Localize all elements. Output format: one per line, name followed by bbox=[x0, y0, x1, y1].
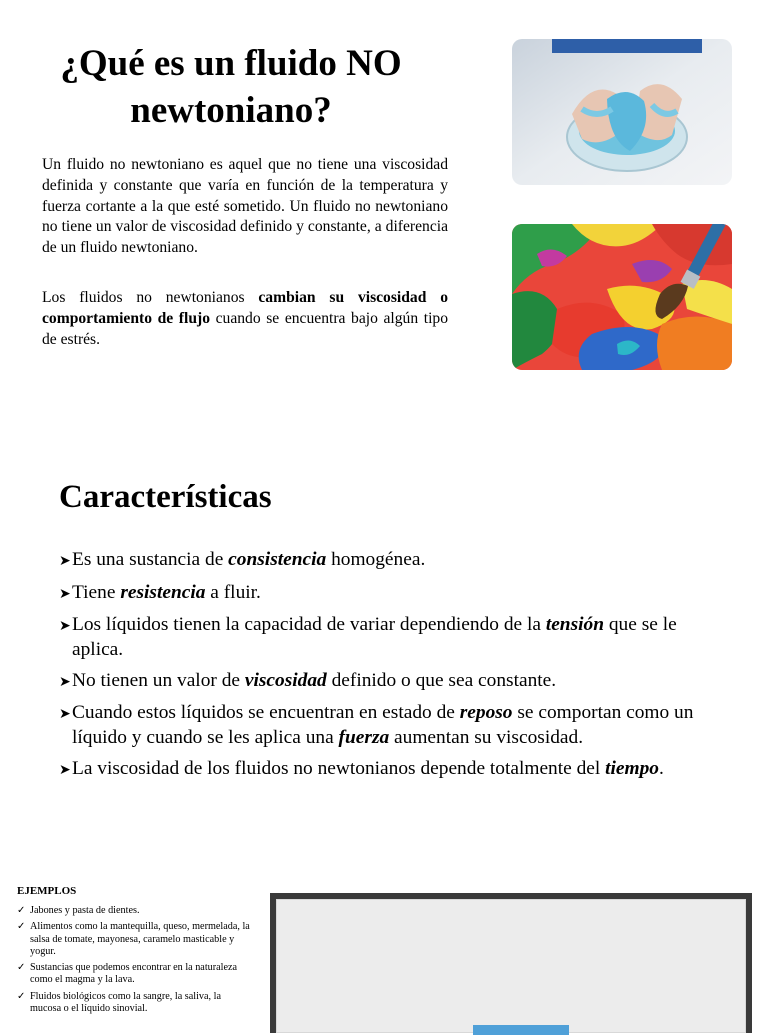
item-text: No tienen un valor de bbox=[72, 669, 245, 691]
item-emphasis: reposo bbox=[459, 702, 513, 723]
slime-hands-illustration bbox=[512, 39, 732, 185]
examples-title: EJEMPLOS bbox=[17, 885, 77, 897]
list-item bbox=[59, 613, 709, 661]
list-item bbox=[17, 905, 253, 917]
item-text: La viscosidad de los fluidos no newtonianos depende totalmente del bbox=[72, 757, 606, 779]
item-text: Es una sustancia de bbox=[72, 549, 229, 570]
item-text: aumentan su viscosidad. bbox=[389, 727, 584, 748]
item-text: se comportan como un líquido y cuando se les aplica una bbox=[72, 702, 694, 748]
list-item bbox=[17, 921, 253, 958]
item-emphasis: resistencia bbox=[120, 581, 206, 603]
list-item bbox=[17, 962, 253, 987]
item-emphasis: fuerza bbox=[338, 727, 390, 748]
paint-brush-photo bbox=[512, 224, 732, 370]
list-item bbox=[59, 581, 709, 606]
item-text: Cuando estos líquidos se encuentran en estado de bbox=[72, 702, 460, 723]
paragraph-text: Los fluidos no newtonianos bbox=[42, 289, 259, 306]
viscosity-paragraph bbox=[42, 288, 448, 350]
item-emphasis: viscosidad bbox=[244, 669, 327, 691]
examples-list bbox=[17, 905, 253, 1019]
arrow-bullet-icon: ➤ bbox=[59, 554, 71, 569]
item-text: a fluir. bbox=[205, 581, 261, 603]
check-icon: ✓ bbox=[17, 905, 26, 916]
item-emphasis: tiempo bbox=[605, 757, 659, 779]
embedded-image-frame bbox=[270, 893, 752, 1033]
item-text: definido o que sea constante. bbox=[326, 669, 557, 691]
arrow-bullet-icon: ➤ bbox=[59, 674, 71, 690]
arrow-bullet-icon: ➤ bbox=[59, 619, 71, 634]
arrow-bullet-icon: ➤ bbox=[59, 762, 71, 778]
list-item bbox=[59, 757, 709, 782]
embedded-image-placeholder bbox=[276, 899, 746, 1033]
item-text: que se le aplica. bbox=[72, 614, 677, 660]
list-item bbox=[17, 991, 253, 1016]
item-text: Los líquidos tienen la capacidad de variar dependiendo de la bbox=[72, 614, 546, 635]
definition-paragraph: Un fluido no newtoniano es aquel que no tiene una viscosidad definida y constante que varía en función de la temperatura y fuerza cortante a la que esté sometido. Un fluido no newtoniano no tiene un valor de viscosidad definido y constante, a diferencia de un fluido newtoniano. bbox=[42, 156, 448, 257]
page-title: ¿Qué es un fluido NO newtoniano? bbox=[60, 43, 402, 131]
section-title: Características bbox=[59, 479, 272, 515]
check-icon: ✓ bbox=[17, 990, 26, 1002]
list-item bbox=[59, 701, 709, 749]
item-text: homogénea. bbox=[326, 549, 426, 570]
arrow-bullet-icon: ➤ bbox=[59, 586, 71, 602]
example-text: Sustancias que podemos encontrar en la naturaleza como el magma y la lava. bbox=[30, 962, 238, 986]
item-text: . bbox=[658, 757, 664, 779]
item-emphasis: consistencia bbox=[228, 549, 327, 570]
check-icon: ✓ bbox=[17, 921, 26, 933]
example-text: Jabones y pasta de dientes. bbox=[30, 905, 140, 916]
paragraph-text: cuando se encuentra bajo algún tipo de estrés. bbox=[42, 309, 449, 348]
example-text: Alimentos como la mantequilla, queso, mermelada, la salsa de tomate, mayonesa, caramelo masticable y yogur. bbox=[30, 921, 250, 957]
example-text: Fluidos biológicos como la sangre, la saliva, la mucosa o el líquido sinovial. bbox=[30, 990, 221, 1015]
item-text: Tiene bbox=[72, 581, 121, 603]
paint-palette-illustration bbox=[512, 224, 732, 370]
slime-hands-photo bbox=[512, 39, 732, 185]
list-item bbox=[59, 548, 709, 573]
paragraph-bold-text: cambian su viscosidad o comportamiento de flujo bbox=[42, 289, 449, 327]
item-emphasis: tensión bbox=[545, 614, 605, 635]
list-item bbox=[59, 669, 709, 694]
arrow-bullet-icon: ➤ bbox=[59, 707, 71, 722]
image-accent-bar bbox=[473, 1025, 569, 1035]
check-icon: ✓ bbox=[17, 962, 26, 974]
characteristics-list bbox=[59, 548, 709, 789]
